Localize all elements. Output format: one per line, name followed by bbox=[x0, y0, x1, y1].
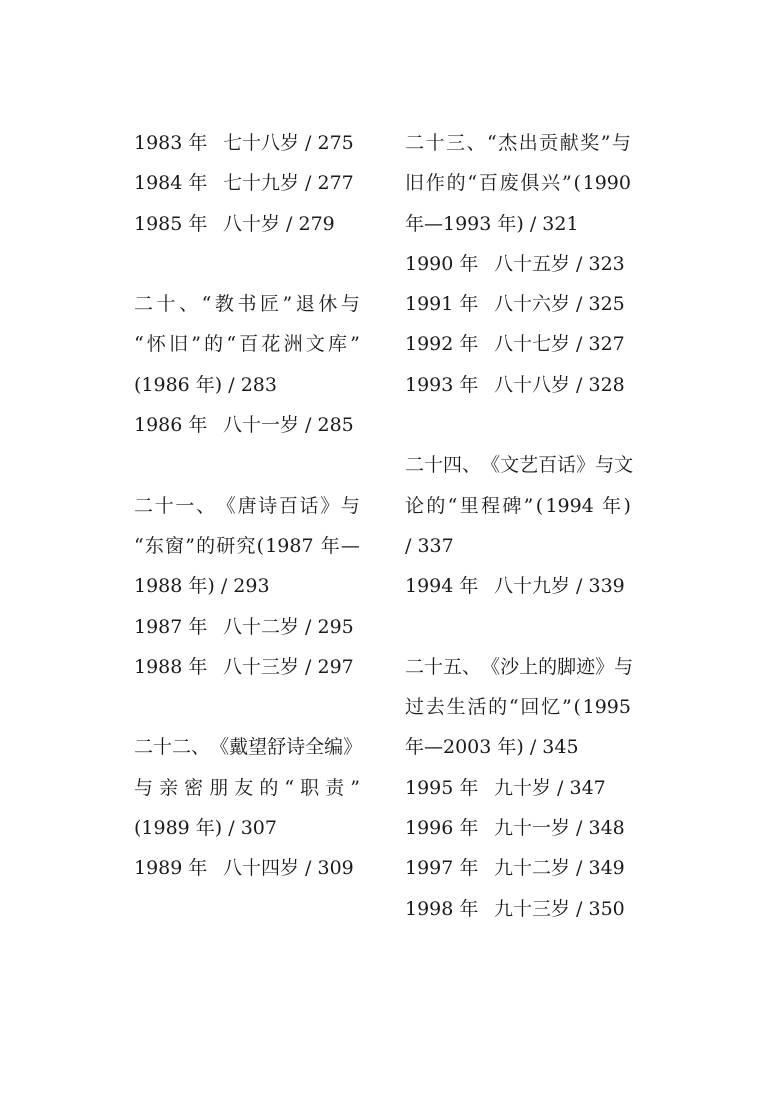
toc-year-entry bbox=[405, 768, 631, 808]
heading-line: 年—1993 年) / 321 bbox=[405, 212, 579, 235]
entry-age-page: 八十四岁 / 309 bbox=[223, 857, 354, 880]
heading-line: 二 十 、 “ 教 书 匠 ” 退 休 与 bbox=[134, 293, 360, 316]
entry-year: 1988 年 bbox=[134, 655, 208, 678]
entry-year: 1984 年 bbox=[134, 172, 208, 195]
toc-left-column bbox=[134, 123, 363, 889]
section-gap bbox=[405, 405, 631, 445]
toc-year-entry bbox=[405, 808, 631, 848]
entry-age-page: 七十九岁 / 277 bbox=[223, 172, 354, 195]
entry-age-page: 八十三岁 / 297 bbox=[223, 655, 354, 678]
entry-age-page: 九十一岁 / 348 bbox=[494, 817, 625, 840]
entry-age-page: 九十二岁 / 349 bbox=[494, 857, 625, 880]
toc-chapter-heading bbox=[405, 647, 634, 768]
toc-right-column bbox=[405, 123, 634, 929]
entry-year: 1995 年 bbox=[405, 776, 479, 799]
heading-line: 1988 年) / 293 bbox=[134, 575, 270, 598]
entry-year: 1983 年 bbox=[134, 132, 208, 154]
heading-line: “ 怀 旧 ” 的 “ 百 花 洲 文 库 ” bbox=[134, 333, 360, 356]
entry-age-page: 七十八岁 / 275 bbox=[223, 132, 354, 154]
toc-year-entry bbox=[134, 607, 360, 647]
entry-age-page: 八十一岁 / 285 bbox=[223, 414, 354, 437]
heading-line: 论 的 “ 里 程 碑 ” ( 1994 年 ) bbox=[405, 494, 631, 517]
toc-year-entry bbox=[134, 163, 360, 203]
entry-age-page: 九十三岁 / 350 bbox=[494, 897, 625, 920]
entry-year: 1992 年 bbox=[405, 333, 479, 356]
toc-year-entry bbox=[405, 848, 631, 888]
entry-age-page: 九十岁 / 347 bbox=[494, 776, 606, 799]
toc-year-entry bbox=[405, 284, 631, 324]
toc-year-entry bbox=[134, 204, 360, 244]
toc-year-entry bbox=[134, 848, 360, 888]
heading-line: 二 十 三 、 “ 杰 出 贡 献 奖 ” 与 bbox=[405, 132, 631, 154]
entry-age-page: 八十五岁 / 323 bbox=[494, 252, 625, 275]
section-gap bbox=[405, 607, 631, 647]
toc-year-entry bbox=[405, 244, 631, 284]
toc-year-entry bbox=[134, 123, 360, 163]
toc-chapter-heading bbox=[134, 486, 360, 607]
heading-line: (1986 年) / 283 bbox=[134, 373, 277, 396]
entry-year: 1989 年 bbox=[134, 857, 208, 880]
entry-age-page: 八十六岁 / 325 bbox=[494, 293, 625, 316]
entry-age-page: 八十九岁 / 339 bbox=[494, 575, 625, 598]
toc-chapter-heading bbox=[134, 284, 360, 405]
entry-age-page: 八十岁 / 279 bbox=[223, 212, 335, 235]
toc-year-entry bbox=[134, 647, 360, 687]
heading-line: (1989 年) / 307 bbox=[134, 817, 277, 840]
entry-age-page: 八十八岁 / 328 bbox=[494, 373, 625, 396]
entry-year: 1996 年 bbox=[405, 817, 479, 840]
heading-line: 过 去 生 活 的 “ 回 忆 ” ( 1995 bbox=[405, 696, 631, 719]
entry-year: 1994 年 bbox=[405, 575, 479, 598]
toc-year-entry bbox=[405, 324, 631, 364]
section-gap bbox=[134, 445, 360, 485]
entry-year: 1997 年 bbox=[405, 857, 479, 880]
toc-year-entry bbox=[134, 405, 360, 445]
entry-year: 1998 年 bbox=[405, 897, 479, 920]
toc-chapter-heading bbox=[405, 123, 631, 244]
heading-line: “ 东 窗 ” 的 研 究 ( 1987 年 — bbox=[134, 534, 360, 557]
heading-line: 二 十 四 、 《 文 艺 百 话 》 与 文 bbox=[405, 454, 634, 477]
toc-year-entry bbox=[405, 566, 631, 606]
entry-year: 1991 年 bbox=[405, 293, 479, 316]
entry-year: 1987 年 bbox=[134, 615, 208, 638]
entry-year: 1990 年 bbox=[405, 252, 479, 275]
entry-year: 1986 年 bbox=[134, 414, 208, 437]
toc-chapter-heading bbox=[134, 727, 363, 848]
toc-year-entry bbox=[405, 889, 631, 929]
entry-year: 1985 年 bbox=[134, 212, 208, 235]
toc-chapter-heading bbox=[405, 445, 634, 566]
section-gap bbox=[134, 687, 360, 727]
heading-line: 二 十 二 、 《 戴 望 舒 诗 全 编 》 bbox=[134, 736, 363, 759]
entry-year: 1993 年 bbox=[405, 373, 479, 396]
heading-line: / 337 bbox=[405, 534, 454, 557]
section-gap bbox=[134, 244, 360, 284]
toc-year-entry bbox=[405, 365, 631, 405]
entry-age-page: 八十七岁 / 327 bbox=[494, 333, 625, 356]
entry-age-page: 八十二岁 / 295 bbox=[223, 615, 354, 638]
heading-line: 二 十 五 、 《 沙 上 的 脚 迹 》 与 bbox=[405, 655, 634, 678]
heading-line: 与 亲 密 朋 友 的 “ 职 责 ” bbox=[134, 776, 360, 799]
heading-line: 二 十 一 、 《 唐 诗 百 话 》 与 bbox=[134, 494, 360, 517]
heading-line: 年—2003 年) / 345 bbox=[405, 736, 579, 759]
heading-line: 旧 作 的 “ 百 废 俱 兴 ” ( 1990 bbox=[405, 172, 631, 195]
